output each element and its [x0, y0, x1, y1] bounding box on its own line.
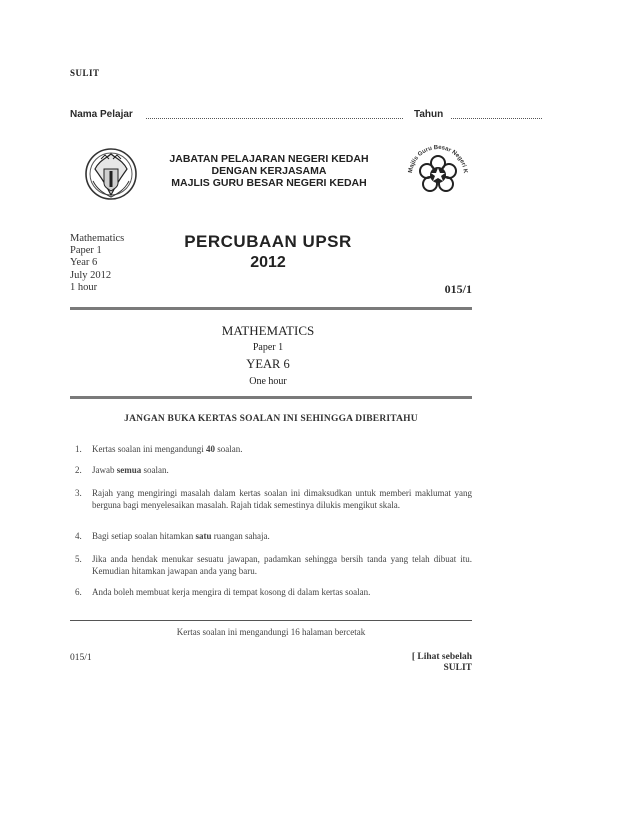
state-crest-icon — [83, 145, 139, 203]
agency-heading — [160, 153, 378, 189]
divider-middle — [70, 396, 472, 399]
footer-paper-code: 015/1 — [70, 653, 92, 663]
emblem-ring-text: Majlis Guru Besar Negeri K — [408, 144, 469, 174]
instruction-number: 1. — [75, 444, 82, 454]
agency-line-3: MAJLIS GURU BESAR NEGERI KEDAH — [171, 177, 367, 189]
classification-label: SULIT — [70, 68, 100, 78]
agency-line-1: JABATAN PELAJARAN NEGERI KEDAH — [169, 153, 369, 165]
divider-top — [70, 307, 472, 310]
tahun-label: Tahun — [414, 109, 444, 120]
instruction-text: Bagi setiap soalan hitamkan satu ruangan sahaja. — [92, 531, 270, 541]
meta-subject: Mathematics — [70, 233, 125, 244]
instruction-number: 6. — [75, 587, 82, 597]
exam-title: PERCUBAAN UPSR — [184, 232, 352, 251]
nama-pelajar-field[interactable] — [146, 118, 403, 119]
meta-year: Year 6 — [70, 257, 98, 269]
subject-duration: One hour — [249, 376, 287, 387]
nama-pelajar-label: Nama Pelajar — [70, 109, 133, 120]
instruction-text: Rajah yang mengiringi masalah dalam kertas soalan ini dimaksudkan untuk memberi maklumat yang berguna bagi menyelesaikan masalah. Rajah tidak semestinya dilukis mengikut skala. — [92, 488, 472, 510]
agency-line-2: DENGAN KERJASAMA — [211, 165, 327, 177]
paper-code: 015/1 — [444, 282, 472, 296]
exam-meta — [70, 233, 124, 294]
meta-paper: Paper 1 — [70, 245, 102, 257]
instruction-text: Jawab semua soalan. — [92, 465, 169, 475]
instruction-number: 4. — [75, 531, 82, 541]
footer-classification: SULIT — [443, 663, 472, 673]
tahun-field[interactable] — [451, 118, 542, 119]
subject-year: YEAR 6 — [246, 357, 290, 371]
page-count-note: Kertas soalan ini mengandungi 16 halaman bercetak — [176, 627, 366, 637]
footer-turn-over — [340, 652, 472, 674]
instruction-number: 5. — [75, 554, 82, 564]
meta-date: July 2012 — [70, 269, 112, 281]
instruction-text: Anda boleh membuat kerja mengira di tempat kosong di dalam kertas soalan. — [92, 587, 371, 597]
instruction-number: 2. — [75, 465, 82, 475]
lihat-sebelah-label: [ Lihat sebelah — [411, 652, 472, 662]
meta-duration: 1 hour — [70, 281, 98, 293]
instruction-text: Kertas soalan ini mengandungi 40 soalan. — [92, 444, 243, 454]
instruction-number: 3. — [75, 488, 82, 498]
divider-bottom — [70, 620, 472, 621]
exam-year: 2012 — [250, 254, 286, 271]
majlis-guru-besar-emblem-icon — [402, 139, 474, 207]
subject-title: MATHEMATICS — [221, 323, 315, 338]
instruction-text: Jika anda hendak menukar sesuatu jawapan, padamkan sehingga bersih tanda yang telah dibuat itu. Kemudian hitamkan jawapan anda yang baru. — [92, 554, 472, 576]
do-not-open-warning: JANGAN BUKA KERTAS SOALAN INI SEHINGGA DIBERITAHU — [124, 414, 418, 424]
subject-paper: Paper 1 — [252, 342, 284, 353]
